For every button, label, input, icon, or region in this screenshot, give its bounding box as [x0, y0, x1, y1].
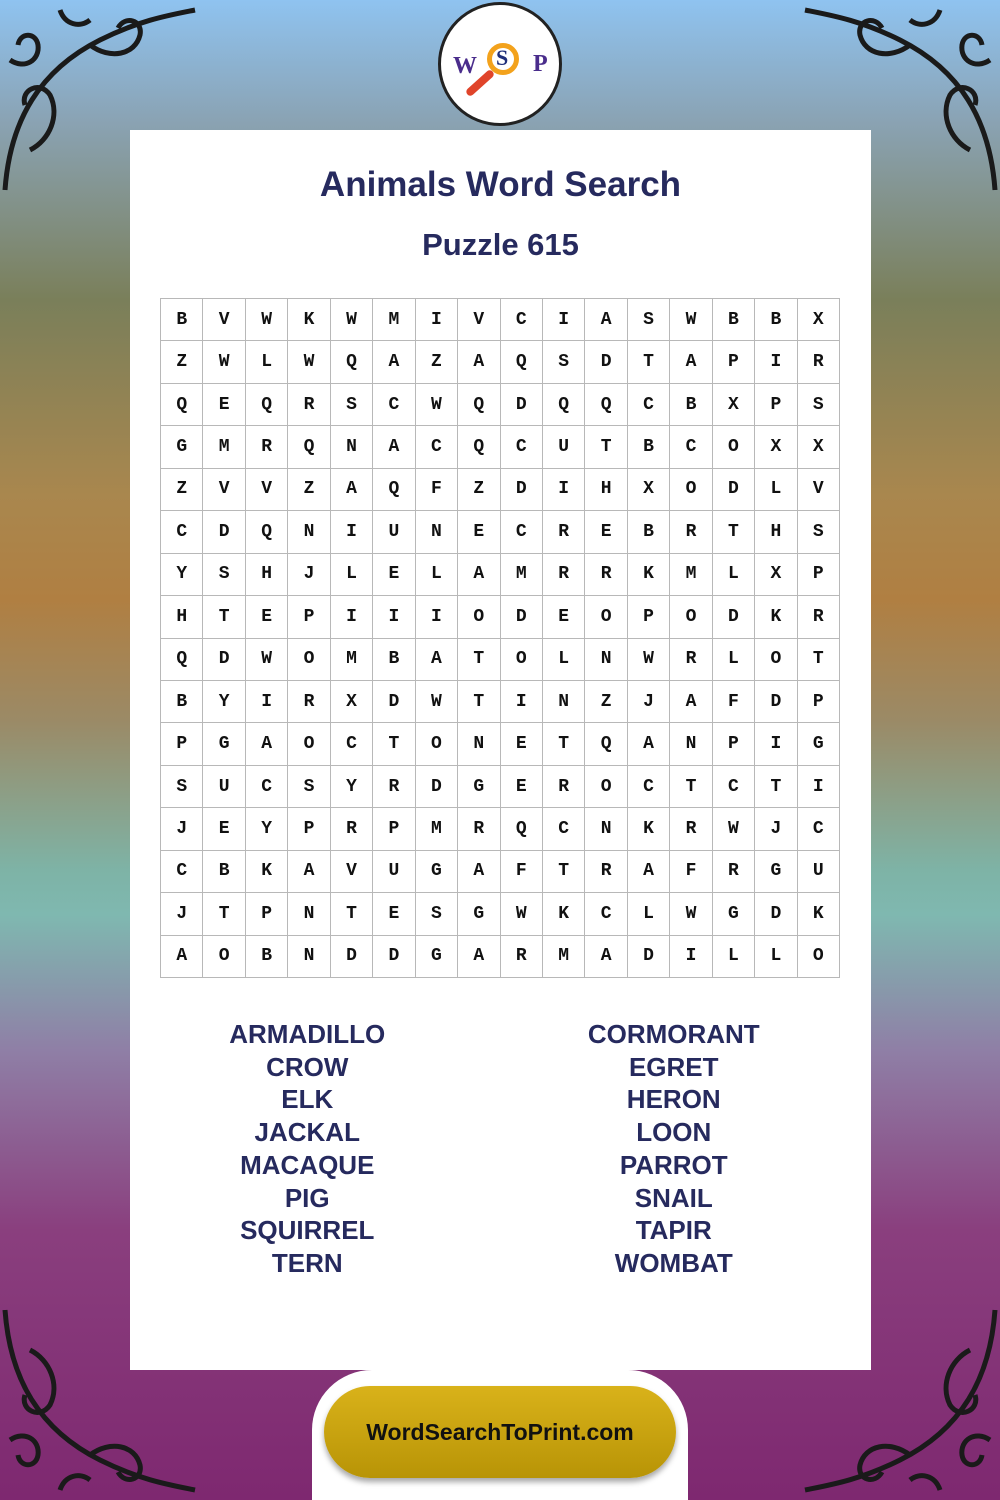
grid-cell[interactable]: R [543, 511, 585, 553]
grid-cell[interactable]: A [288, 851, 330, 893]
grid-cell[interactable]: E [373, 893, 415, 935]
grid-cell[interactable]: A [585, 936, 627, 978]
grid-cell[interactable]: U [203, 766, 245, 808]
grid-cell[interactable]: D [755, 893, 797, 935]
grid-cell[interactable]: P [755, 384, 797, 426]
grid-cell[interactable]: N [670, 723, 712, 765]
grid-cell[interactable]: T [543, 851, 585, 893]
grid-cell[interactable]: W [203, 341, 245, 383]
grid-cell[interactable]: E [203, 384, 245, 426]
grid-cell[interactable]: O [501, 639, 543, 681]
grid-cell[interactable]: B [373, 639, 415, 681]
grid-cell[interactable]: Q [585, 384, 627, 426]
grid-cell[interactable]: M [543, 936, 585, 978]
grid-cell[interactable]: D [373, 936, 415, 978]
grid-cell[interactable]: R [373, 766, 415, 808]
grid-cell[interactable]: C [628, 766, 670, 808]
grid-cell[interactable]: E [373, 554, 415, 596]
grid-cell[interactable]: A [331, 469, 373, 511]
grid-cell[interactable]: O [458, 596, 500, 638]
grid-cell[interactable]: B [161, 299, 203, 341]
grid-cell[interactable]: E [543, 596, 585, 638]
grid-cell[interactable]: S [288, 766, 330, 808]
grid-cell[interactable]: C [161, 851, 203, 893]
grid-cell[interactable]: E [246, 596, 288, 638]
grid-cell[interactable]: W [246, 299, 288, 341]
grid-cell[interactable]: A [670, 341, 712, 383]
grid-cell[interactable]: K [798, 893, 840, 935]
grid-cell[interactable]: T [203, 596, 245, 638]
grid-cell[interactable]: R [501, 936, 543, 978]
grid-cell[interactable]: D [373, 681, 415, 723]
grid-cell[interactable]: D [501, 384, 543, 426]
grid-cell[interactable]: K [543, 893, 585, 935]
grid-cell[interactable]: P [713, 723, 755, 765]
grid-cell[interactable]: I [755, 723, 797, 765]
grid-cell[interactable]: L [755, 469, 797, 511]
grid-cell[interactable]: J [161, 893, 203, 935]
grid-cell[interactable]: X [331, 681, 373, 723]
grid-cell[interactable]: S [798, 384, 840, 426]
grid-cell[interactable]: D [203, 511, 245, 553]
grid-cell[interactable]: M [670, 554, 712, 596]
grid-cell[interactable]: T [798, 639, 840, 681]
grid-cell[interactable]: B [670, 384, 712, 426]
grid-cell[interactable]: E [585, 511, 627, 553]
grid-cell[interactable]: U [373, 511, 415, 553]
grid-cell[interactable]: N [416, 511, 458, 553]
letter-grid [160, 298, 840, 978]
grid-cell[interactable]: G [798, 723, 840, 765]
grid-cell[interactable]: T [203, 893, 245, 935]
grid-cell[interactable]: O [585, 766, 627, 808]
logo-letter-p: P [533, 51, 548, 77]
logo-letter-s: S [496, 45, 509, 70]
grid-cell[interactable]: Y [203, 681, 245, 723]
grid-cell[interactable]: T [585, 426, 627, 468]
grid-cell[interactable]: C [713, 766, 755, 808]
grid-cell[interactable]: P [288, 808, 330, 850]
grid-cell[interactable]: O [755, 639, 797, 681]
grid-cell[interactable]: J [755, 808, 797, 850]
grid-cell[interactable]: M [203, 426, 245, 468]
grid-cell[interactable]: W [416, 681, 458, 723]
grid-cell[interactable]: H [161, 596, 203, 638]
grid-cell[interactable]: I [501, 681, 543, 723]
grid-cell[interactable]: K [246, 851, 288, 893]
grid-cell[interactable]: R [585, 851, 627, 893]
grid-cell[interactable]: R [543, 766, 585, 808]
grid-cell[interactable]: C [501, 426, 543, 468]
site-banner[interactable] [324, 1386, 676, 1478]
grid-cell[interactable]: W [713, 808, 755, 850]
grid-cell[interactable]: T [670, 766, 712, 808]
grid-cell[interactable]: T [713, 511, 755, 553]
grid-cell[interactable]: G [416, 936, 458, 978]
grid-cell[interactable]: L [755, 936, 797, 978]
grid-cell[interactable]: J [288, 554, 330, 596]
grid-cell[interactable]: O [203, 936, 245, 978]
grid-cell[interactable]: U [798, 851, 840, 893]
grid-cell[interactable]: Z [161, 341, 203, 383]
grid-cell[interactable]: R [670, 511, 712, 553]
grid-cell[interactable]: Q [373, 469, 415, 511]
grid-cell[interactable]: F [670, 851, 712, 893]
grid-cell[interactable]: I [331, 511, 373, 553]
grid-cell[interactable]: I [670, 936, 712, 978]
grid-cell[interactable]: I [755, 341, 797, 383]
grid-cell[interactable]: B [246, 936, 288, 978]
word-item: CORMORANT [587, 1019, 760, 1049]
grid-cell[interactable]: O [670, 469, 712, 511]
grid-cell[interactable]: X [713, 384, 755, 426]
grid-cell[interactable]: C [331, 723, 373, 765]
grid-cell[interactable]: L [416, 554, 458, 596]
grid-cell[interactable]: I [373, 596, 415, 638]
grid-cell[interactable]: P [798, 681, 840, 723]
grid-cell[interactable]: T [628, 341, 670, 383]
grid-cell[interactable]: S [798, 511, 840, 553]
grid-cell[interactable]: C [373, 384, 415, 426]
grid-cell[interactable]: H [246, 554, 288, 596]
grid-cell[interactable]: E [203, 808, 245, 850]
word-item: TAPIR [635, 1215, 712, 1246]
grid-cell[interactable]: R [331, 808, 373, 850]
grid-cell[interactable]: A [458, 554, 500, 596]
grid-cell[interactable]: A [373, 341, 415, 383]
grid-cell[interactable]: N [331, 426, 373, 468]
word-list [130, 1018, 871, 1280]
grid-cell[interactable]: W [670, 299, 712, 341]
grid-cell[interactable]: S [331, 384, 373, 426]
grid-cell[interactable]: D [501, 469, 543, 511]
grid-cell[interactable]: N [288, 936, 330, 978]
grid-cell[interactable]: F [713, 681, 755, 723]
grid-cell[interactable]: A [628, 851, 670, 893]
grid-cell[interactable]: X [798, 299, 840, 341]
grid-cell[interactable]: B [628, 426, 670, 468]
word-item: PIG [284, 1182, 330, 1213]
grid-cell[interactable]: S [161, 766, 203, 808]
grid-cell[interactable]: L [713, 554, 755, 596]
word-item: TERN [271, 1247, 343, 1278]
grid-cell[interactable]: P [288, 596, 330, 638]
grid-cell[interactable]: O [416, 723, 458, 765]
grid-cell[interactable]: A [161, 936, 203, 978]
grid-cell[interactable]: D [713, 469, 755, 511]
grid-cell[interactable]: C [543, 808, 585, 850]
grid-cell[interactable]: Q [331, 341, 373, 383]
grid-cell[interactable]: V [246, 469, 288, 511]
grid-cell[interactable]: D [331, 936, 373, 978]
grid-cell[interactable]: I [543, 469, 585, 511]
word-list-left [122, 1018, 493, 1280]
puzzle-sheet [130, 130, 871, 1370]
grid-cell[interactable]: T [458, 639, 500, 681]
grid-cell[interactable]: R [798, 341, 840, 383]
grid-cell[interactable]: V [331, 851, 373, 893]
grid-cell[interactable]: Q [501, 808, 543, 850]
grid-cell[interactable]: L [246, 341, 288, 383]
grid-cell[interactable]: Y [331, 766, 373, 808]
grid-cell[interactable]: Z [458, 469, 500, 511]
grid-cell[interactable]: R [288, 681, 330, 723]
grid-cell[interactable]: W [288, 341, 330, 383]
grid-cell[interactable]: Q [288, 426, 330, 468]
grid-cell[interactable]: C [501, 299, 543, 341]
grid-cell[interactable]: Z [585, 681, 627, 723]
grid-cell[interactable]: W [416, 384, 458, 426]
word-item: MACAQUE [240, 1149, 375, 1180]
grid-cell[interactable]: R [798, 596, 840, 638]
grid-cell[interactable]: F [501, 851, 543, 893]
grid-cell[interactable]: A [246, 723, 288, 765]
grid-cell[interactable]: L [713, 639, 755, 681]
grid-cell[interactable]: E [501, 766, 543, 808]
grid-cell[interactable]: B [713, 299, 755, 341]
grid-cell[interactable]: B [203, 851, 245, 893]
grid-cell[interactable]: S [416, 893, 458, 935]
grid-cell[interactable]: U [543, 426, 585, 468]
grid-cell[interactable]: M [331, 639, 373, 681]
grid-cell[interactable]: A [373, 426, 415, 468]
grid-cell[interactable]: N [585, 639, 627, 681]
grid-cell[interactable]: X [798, 426, 840, 468]
grid-cell[interactable]: Z [161, 469, 203, 511]
grid-cell[interactable]: V [203, 299, 245, 341]
grid-cell[interactable]: N [458, 723, 500, 765]
word-item: JACKAL [254, 1117, 360, 1148]
grid-cell[interactable]: I [246, 681, 288, 723]
grid-cell[interactable]: V [203, 469, 245, 511]
grid-cell[interactable]: S [203, 554, 245, 596]
grid-cell[interactable]: W [501, 893, 543, 935]
grid-cell[interactable]: A [458, 341, 500, 383]
grid-cell[interactable]: I [416, 299, 458, 341]
grid-cell[interactable]: R [670, 639, 712, 681]
grid-cell[interactable]: L [713, 936, 755, 978]
grid-cell[interactable]: R [670, 808, 712, 850]
grid-cell[interactable]: G [458, 766, 500, 808]
grid-cell[interactable]: O [288, 639, 330, 681]
word-item: ELK [281, 1084, 334, 1115]
grid-cell[interactable]: R [543, 554, 585, 596]
grid-cell[interactable]: I [416, 596, 458, 638]
grid-cell[interactable]: X [755, 554, 797, 596]
grid-cell[interactable]: A [458, 936, 500, 978]
word-item: SQUIRREL [240, 1215, 375, 1246]
grid-cell[interactable]: W [670, 893, 712, 935]
word-item: CROW [266, 1051, 349, 1082]
grid-cell[interactable]: C [416, 426, 458, 468]
grid-cell[interactable]: E [458, 511, 500, 553]
grid-cell[interactable]: I [543, 299, 585, 341]
grid-cell[interactable]: B [628, 511, 670, 553]
grid-cell[interactable]: P [713, 341, 755, 383]
grid-cell[interactable]: P [373, 808, 415, 850]
page-title: Animals Word Search [319, 165, 682, 204]
site-name: WordSearchToPrint.com [366, 1418, 634, 1445]
grid-cell[interactable]: Q [246, 384, 288, 426]
grid-cell[interactable]: Z [416, 341, 458, 383]
grid-cell[interactable]: G [416, 851, 458, 893]
grid-cell[interactable]: J [628, 681, 670, 723]
grid-cell[interactable]: Q [458, 426, 500, 468]
grid-cell[interactable]: K [628, 808, 670, 850]
grid-cell[interactable]: V [458, 299, 500, 341]
grid-cell[interactable]: W [331, 299, 373, 341]
grid-cell[interactable]: M [416, 808, 458, 850]
grid-cell[interactable]: I [798, 766, 840, 808]
grid-cell[interactable]: Y [161, 554, 203, 596]
word-item: EGRET [628, 1051, 719, 1082]
grid-cell[interactable]: A [628, 723, 670, 765]
grid-cell[interactable]: S [543, 341, 585, 383]
grid-cell[interactable]: R [585, 554, 627, 596]
grid-cell[interactable]: D [585, 341, 627, 383]
grid-cell[interactable]: Q [246, 511, 288, 553]
grid-cell[interactable]: L [331, 554, 373, 596]
word-list-right [489, 1018, 860, 1280]
word-item: WOMBAT [614, 1247, 733, 1278]
grid-cell[interactable]: X [755, 426, 797, 468]
grid-cell[interactable]: H [755, 511, 797, 553]
grid-cell[interactable]: E [501, 723, 543, 765]
grid-cell[interactable]: Q [501, 341, 543, 383]
grid-cell[interactable]: R [458, 808, 500, 850]
grid-cell[interactable]: O [585, 596, 627, 638]
grid-cell[interactable]: I [331, 596, 373, 638]
grid-cell[interactable]: A [585, 299, 627, 341]
grid-cell[interactable]: R [246, 426, 288, 468]
grid-cell[interactable]: C [161, 511, 203, 553]
grid-cell[interactable]: A [458, 851, 500, 893]
grid-cell[interactable]: O [288, 723, 330, 765]
grid-cell[interactable]: P [246, 893, 288, 935]
grid-cell[interactable]: N [585, 808, 627, 850]
grid-cell[interactable]: T [458, 681, 500, 723]
wsp-logo [438, 2, 562, 126]
grid-cell[interactable]: G [203, 723, 245, 765]
word-item: ARMADILLO [229, 1019, 386, 1049]
grid-cell[interactable]: O [713, 426, 755, 468]
grid-cell[interactable]: Q [458, 384, 500, 426]
grid-cell[interactable]: O [798, 936, 840, 978]
grid-cell[interactable]: Q [585, 723, 627, 765]
grid-cell[interactable]: C [798, 808, 840, 850]
grid-cell[interactable]: L [628, 893, 670, 935]
grid-cell[interactable]: T [543, 723, 585, 765]
grid-cell[interactable]: C [246, 766, 288, 808]
grid-cell[interactable]: C [670, 426, 712, 468]
grid-cell[interactable]: P [161, 723, 203, 765]
grid-cell[interactable]: C [585, 893, 627, 935]
puzzle-number: Puzzle 615 [422, 227, 579, 262]
grid-cell[interactable]: Q [161, 384, 203, 426]
word-item: PARROT [619, 1149, 728, 1180]
grid-cell[interactable]: F [416, 469, 458, 511]
grid-cell[interactable]: A [670, 681, 712, 723]
word-item: LOON [636, 1117, 712, 1148]
grid-cell[interactable]: T [331, 893, 373, 935]
word-item: SNAIL [634, 1182, 713, 1213]
grid-cell[interactable]: O [670, 596, 712, 638]
grid-cell[interactable]: K [628, 554, 670, 596]
grid-cell[interactable]: D [755, 681, 797, 723]
grid-cell[interactable]: X [628, 469, 670, 511]
grid-cell[interactable]: A [416, 639, 458, 681]
grid-cell[interactable]: Y [246, 808, 288, 850]
grid-cell[interactable]: M [373, 299, 415, 341]
grid-cell[interactable]: G [755, 851, 797, 893]
grid-cell[interactable]: D [713, 596, 755, 638]
logo-letter-w: W [453, 53, 477, 79]
grid-cell[interactable]: T [755, 766, 797, 808]
grid-cell[interactable]: Q [161, 639, 203, 681]
grid-cell[interactable]: R [713, 851, 755, 893]
grid-cell[interactable]: S [628, 299, 670, 341]
grid-cell[interactable]: Z [288, 469, 330, 511]
grid-cell[interactable]: D [501, 596, 543, 638]
grid-cell[interactable]: B [161, 681, 203, 723]
grid-cell[interactable]: K [288, 299, 330, 341]
grid-cell[interactable]: G [458, 893, 500, 935]
grid-cell[interactable]: T [373, 723, 415, 765]
grid-cell[interactable]: G [161, 426, 203, 468]
grid-cell[interactable]: Q [543, 384, 585, 426]
grid-cell[interactable]: W [628, 639, 670, 681]
grid-cell[interactable]: N [288, 893, 330, 935]
grid-cell[interactable]: N [288, 511, 330, 553]
grid-cell[interactable]: H [585, 469, 627, 511]
grid-cell[interactable]: C [628, 384, 670, 426]
grid-cell[interactable]: W [246, 639, 288, 681]
grid-cell[interactable]: D [416, 766, 458, 808]
grid-cell[interactable]: N [543, 681, 585, 723]
grid-cell[interactable]: P [628, 596, 670, 638]
grid-cell[interactable]: K [755, 596, 797, 638]
grid-cell[interactable]: V [798, 469, 840, 511]
grid-cell[interactable]: R [288, 384, 330, 426]
grid-cell[interactable]: B [755, 299, 797, 341]
grid-cell[interactable]: C [501, 511, 543, 553]
grid-cell[interactable]: D [628, 936, 670, 978]
grid-cell[interactable]: J [161, 808, 203, 850]
grid-cell[interactable]: G [713, 893, 755, 935]
grid-cell[interactable]: P [798, 554, 840, 596]
grid-cell[interactable]: U [373, 851, 415, 893]
grid-cell[interactable]: L [543, 639, 585, 681]
grid-cell[interactable]: M [501, 554, 543, 596]
word-item: HERON [626, 1084, 721, 1115]
grid-cell[interactable]: D [203, 639, 245, 681]
